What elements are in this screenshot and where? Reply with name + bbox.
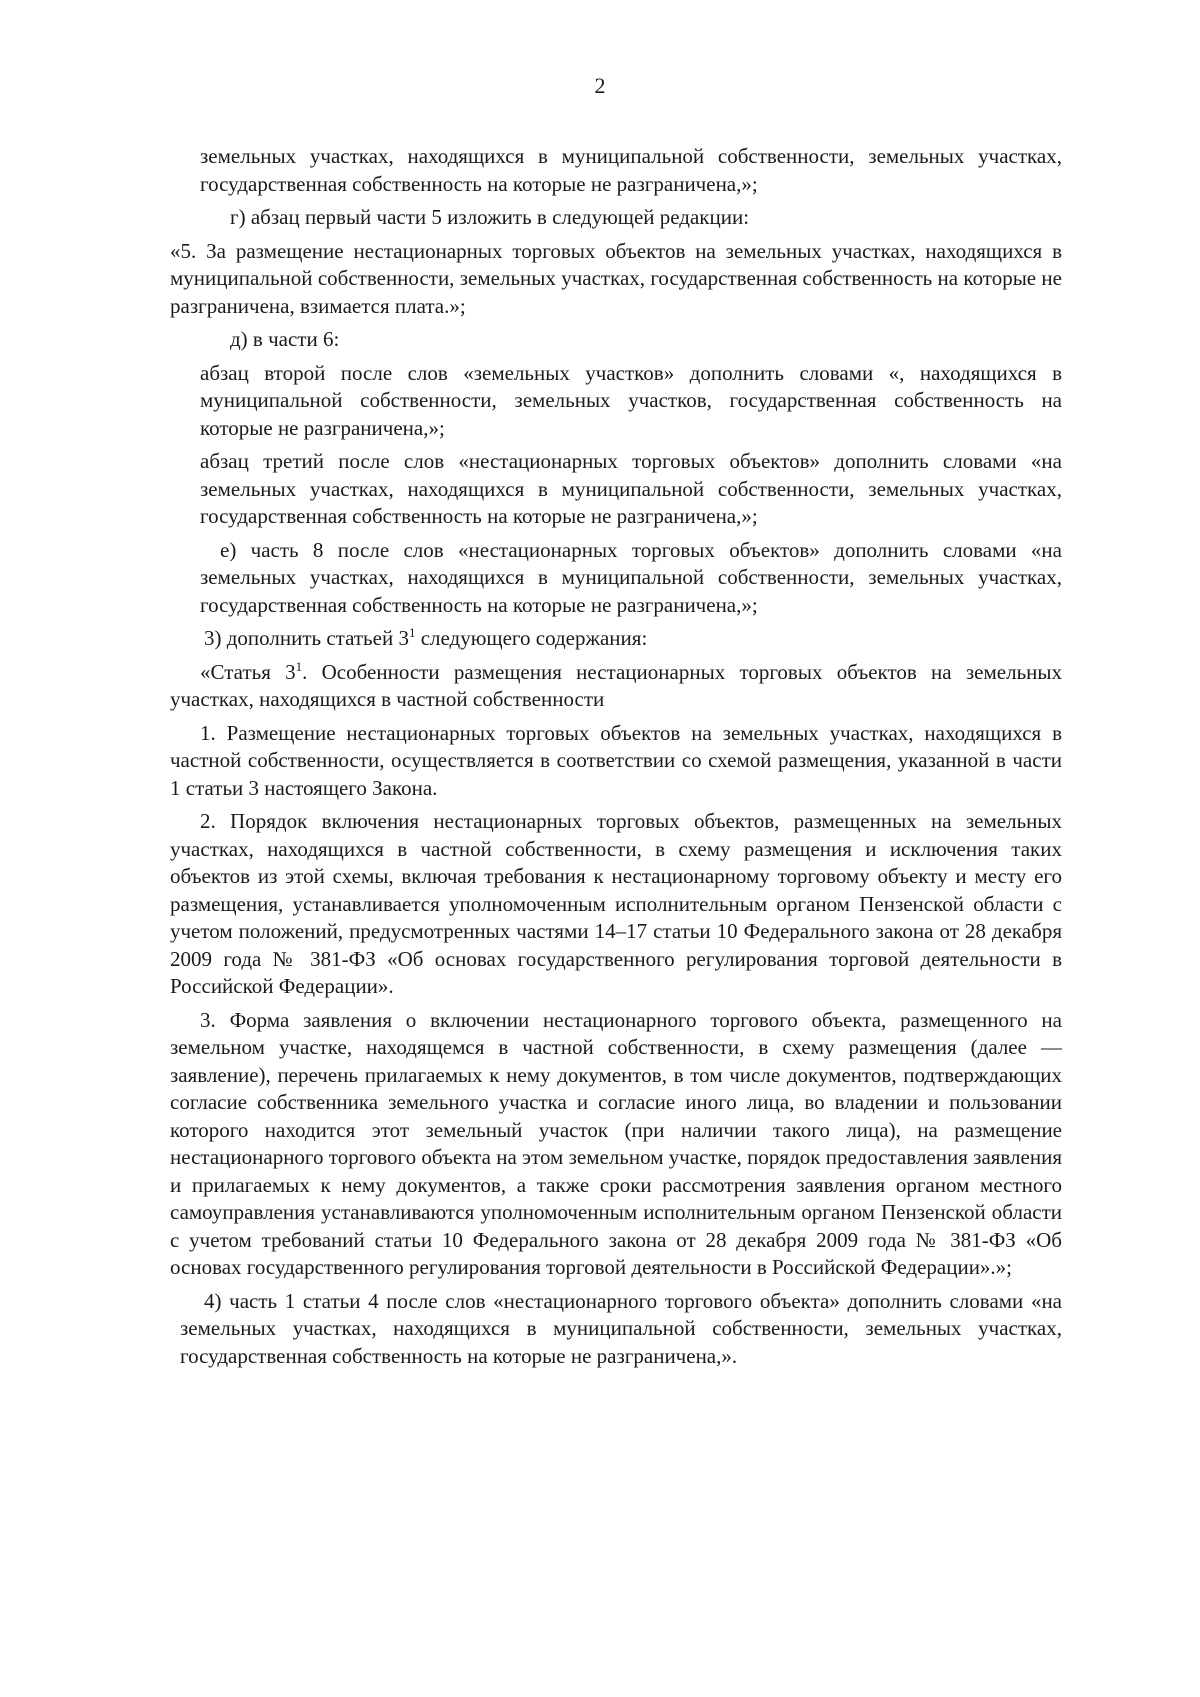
paragraph-item-4: 4) часть 1 статьи 4 после слов «нестационарного торгового объекта» дополнить словами «на земельных участках, находящихся в муниципальной собственности, земельных участках, государственная собственность на которые не разграничена,». <box>180 1288 1062 1368</box>
article-heading-superscript: 1 <box>295 658 303 674</box>
paragraph-item-g: г) абзац первый части 5 изложить в следующей редакции: <box>230 205 750 229</box>
article-point-3: 3. Форма заявления о включении нестационарного торгового объекта, размещенного на земельном участке, находящемся в частной собственности, в схему размещения (далее — заявление), перечень прилагаемых к нему документов, в том числе документов, подтверждающих согласие собственника земельного участка и согласие иного лица, во владении и пользовании которого находится этот земельный участок (при наличии такого лица), на размещение нестационарного торгового объекта на этом земельном участке, порядок предоставления заявления и прилагаемых к нему документов, а также сроки рассмотрения заявления органом местного самоуправления устанавливаются уполномоченным исполнительным органом Пензенской области с учетом требований статьи 10 Федерального закона от 28 декабря 2009 года № 381-ФЗ «Об основах государственного регулирования торговой деятельности в Российской Федерации».»; <box>170 1007 1062 1279</box>
paragraph-continuation: земельных участках, находящихся в муниципальной собственности, земельных участках, государственная собственность на которые не разграничена,»; <box>200 144 1062 196</box>
document-body <box>170 143 1062 1376</box>
paragraph-quoted-part-5: «5. За размещение нестационарных торговых объектов на земельных участках, находящихся в муниципальной собственности, земельных участках, государственная собственность на которые не разграничена, взимается плата.»; <box>170 238 1062 318</box>
paragraph-item-3 <box>170 625 1062 653</box>
item-3-text-start: 3) дополнить статьей 3 <box>204 626 409 650</box>
paragraph-item-e: е) часть 8 после слов «нестационарных торговых объектов» дополнить словами «на земельных участках, находящихся в муниципальной собственности, земельных участках, государственная собственность на которые не разграничена,»; <box>200 537 1062 617</box>
paragraph-item-d: д) в части 6: <box>230 327 340 351</box>
paragraph-abzac-third: абзац третий после слов «нестационарных торговых объектов» дополнить словами «на земельных участках, находящихся в муниципальной собственности, земельных участках, государственная собственность на которые не разграничена,»; <box>200 449 1062 528</box>
paragraph-abzac-second: абзац второй после слов «земельных участков» дополнить словами «, находящихся в муниципальной собственности, земельных участков, государственная собственность на которые не разграничена,»; <box>200 360 1062 440</box>
article-point-1: 1. Размещение нестационарных торговых объектов на земельных участках, находящихся в частной собственности, осуществляется в соответствии со схемой размещения, указанной в части 1 статьи 3 настоящего Закона. <box>170 720 1062 800</box>
page-number: 2 <box>594 73 606 98</box>
item-3-superscript: 1 <box>408 625 416 640</box>
article-point-2: 2. Порядок включения нестационарных торговых объектов, размещенных на земельных участках, находящихся в частной собственности, в схему размещения и исключения таких объектов из этой схемы, включая требования к нестационарному торговому объекту и месту его размещения, устанавливается уполномоченным исполнительным органом Пензенской области с учетом положений, предусмотренных частями 14–17 статьи 10 Федерального закона от 28 декабря 2009 года № 381-ФЗ «Об основах государственного регулирования торговой деятельности в Российской Федерации». <box>170 809 1062 998</box>
article-heading-end: . Особенности размещения нестационарных торговых объектов на земельных участках, находящихся в частной собственности <box>170 659 1063 711</box>
item-3-text-end: следующего содержания: <box>415 626 648 650</box>
article-heading-start: «Статья 3 <box>200 659 296 684</box>
article-heading <box>170 659 1062 714</box>
